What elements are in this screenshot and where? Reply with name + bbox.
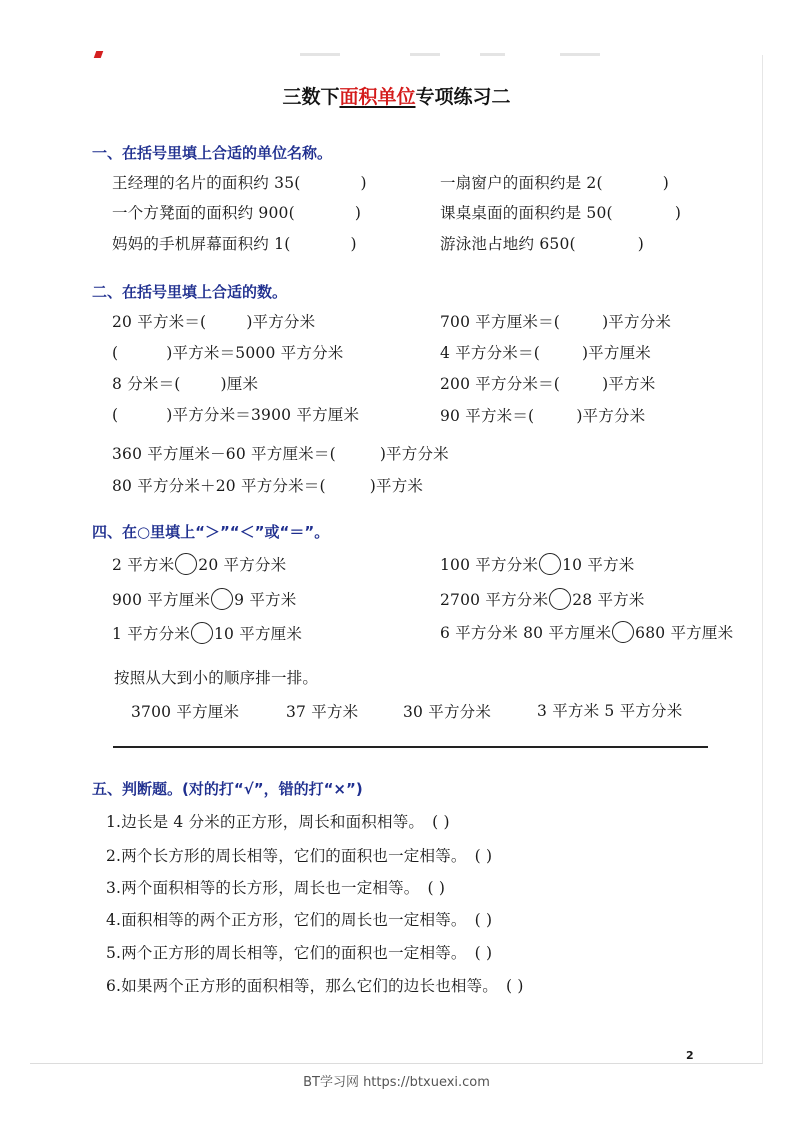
footer-watermark[interactable]: BT学习网 https://btxuexi.com: [303, 1075, 490, 1090]
scan-mark: [560, 53, 600, 56]
compare-item: 2 平方米 20 平方分米: [112, 553, 286, 575]
fill-item: 4 平方分米＝( )平方厘米: [440, 344, 651, 362]
scan-mark: [480, 53, 505, 56]
fill-item: 90 平方米＝( )平方分米: [440, 407, 646, 425]
fill-item: 王经理的名片的面积约 35( ): [112, 174, 367, 192]
order-item: 30 平方分米: [403, 703, 492, 721]
compare-circle[interactable]: [191, 622, 213, 644]
judge-item: 6.如果两个正方形的面积相等，那么它们的边长也相等。 ( ): [106, 977, 524, 995]
order-item: 3700 平方厘米: [131, 703, 240, 721]
judge-item: 2.两个长方形的周长相等，它们的面积也一定相等。 ( ): [106, 847, 493, 865]
scan-mark: [410, 53, 440, 56]
fill-item: 700 平方厘米＝( )平方分米: [440, 313, 672, 331]
answer-line: [113, 746, 708, 748]
judge-item: 5.两个正方形的周长相等，它们的面积也一定相等。 ( ): [106, 944, 493, 962]
compare-item: 2700 平方分米 28 平方米: [440, 588, 645, 610]
section1-heading: 一、在括号里填上合适的单位名称。: [92, 144, 333, 162]
judge-item: 3.两个面积相等的长方形，周长也一定相等。 ( ): [106, 879, 446, 897]
section4-heading: 四、在○里填上“＞”“＜”或“＝”。: [92, 523, 330, 541]
compare-circle[interactable]: [211, 588, 233, 610]
fill-item: 360 平方厘米－60 平方厘米＝( )平方分米: [112, 445, 449, 463]
judge-item: 4.面积相等的两个正方形，它们的周长也一定相等。 ( ): [106, 911, 493, 929]
fill-item: 80 平方分米＋20 平方分米＝( )平方米: [112, 477, 424, 495]
fill-item: 游泳池占地约 650( ): [440, 235, 645, 253]
order-item: 3 平方米 5 平方分米: [537, 702, 683, 720]
page-number: 2: [686, 1049, 694, 1062]
scan-mark: [300, 53, 340, 56]
fill-item: 妈妈的手机屏幕面积约 1( ): [112, 235, 357, 253]
section5-heading: 五、判断题。(对的打“√”，错的打“×”): [92, 780, 363, 798]
compare-circle[interactable]: [175, 553, 197, 575]
fill-item: 200 平方分米＝( )平方米: [440, 375, 656, 393]
judge-item: 1.边长是 4 分米的正方形，周长和面积相等。 ( ): [106, 813, 450, 831]
compare-circle[interactable]: [612, 621, 634, 643]
compare-item: 900 平方厘米 9 平方米: [112, 588, 296, 610]
fill-item: 8 分米＝( )厘米: [112, 375, 259, 393]
order-prompt: 按照从大到小的顺序排一排。: [114, 669, 319, 687]
compare-circle[interactable]: [549, 588, 571, 610]
fill-item: 20 平方米＝( )平方分米: [112, 313, 316, 331]
fill-item: ( )平方分米＝3900 平方厘米: [112, 406, 360, 424]
compare-item: 1 平方分米 10 平方厘米: [112, 622, 302, 644]
compare-circle[interactable]: [539, 553, 561, 575]
order-item: 37 平方米: [286, 703, 359, 721]
logo: [95, 50, 106, 59]
fill-item: ( )平方米＝5000 平方分米: [112, 344, 344, 362]
compare-item: 100 平方分米 10 平方米: [440, 553, 634, 575]
page-title: 三数下面积单位专项练习二: [282, 86, 511, 108]
compare-item: 6 平方分米 80 平方厘米 680 平方厘米: [440, 621, 733, 643]
section2-heading: 二、在括号里填上合适的数。: [92, 283, 288, 301]
fill-item: 一扇窗户的面积约是 2( ): [440, 174, 669, 192]
fill-item: 一个方凳面的面积约 900( ): [112, 204, 362, 222]
fill-item: 课桌桌面的面积约是 50( ): [440, 204, 682, 222]
